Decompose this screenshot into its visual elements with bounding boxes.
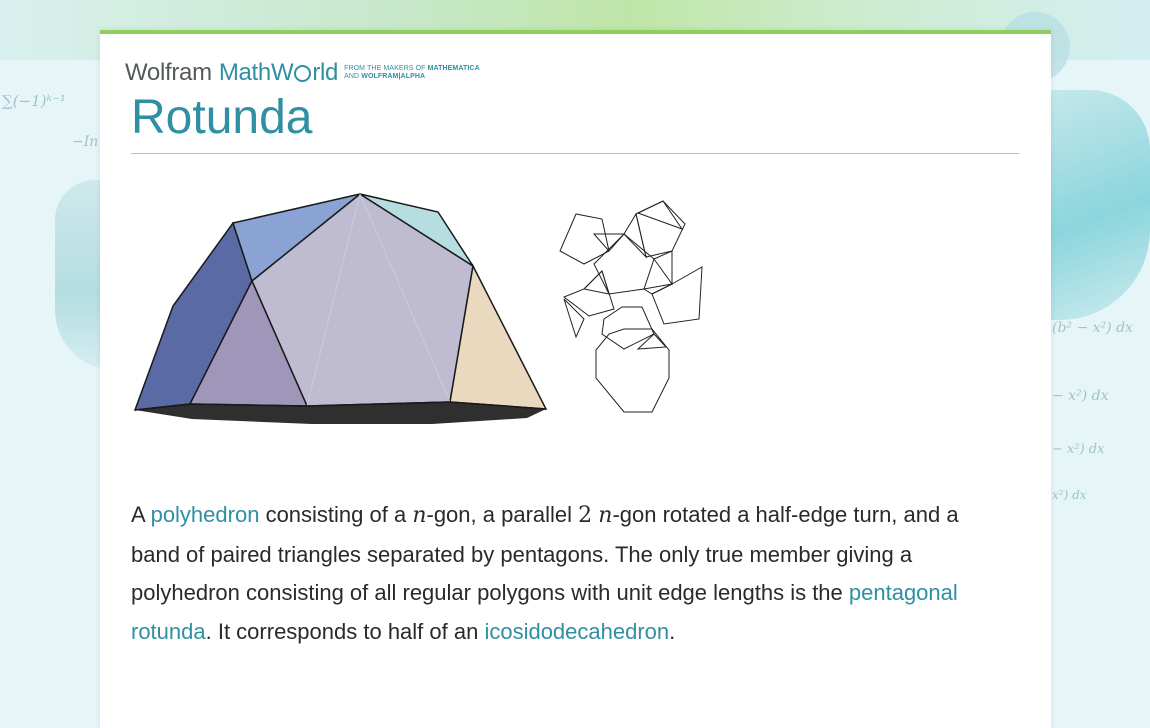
background-formula-integral-4: x²) dx [1052,488,1087,502]
net-pentagon-right [652,267,702,324]
net-triangle-5 [584,271,609,294]
site-logo[interactable] [125,58,480,88]
rotunda-net-illustration [554,179,714,419]
page-title: Rotunda [131,91,313,144]
tagline-line2-prefix: AND [344,73,362,80]
link-polyhedron[interactable]: polyhedron [150,502,260,527]
net-triangle-3 [654,251,672,284]
link-icosidodecahedron[interactable]: icosidodecahedron [484,618,670,644]
logo-mathworld-prefix: MathW [218,59,294,86]
content-card [100,30,1051,728]
background-formula-integral-3: − x²) dx [1052,442,1105,457]
text-run: -gon rotated a half-edge turn, and a band of paired triangles separated by pentagons. The only true member giving a polyhedron consisting of all regular polygons with unit edge lengths is the [131,502,959,605]
net-center-pentagon [594,234,654,294]
text-run: A [131,502,151,527]
link-pentagonal-rotunda[interactable]: pentagonal rotunda [131,580,958,644]
background-decoration-right [1040,90,1150,320]
background-formula-integral-1: (b² − x²) dx [1052,320,1133,336]
tagline-mathematica: MATHEMATICA [427,65,480,72]
text-run: -gon, a parallel [426,502,579,527]
math-two: 2 [578,503,593,528]
net-decagon-base [596,329,669,412]
globe-icon [294,65,311,82]
logo-wolfram-text: Wolfram [125,59,212,86]
definition-paragraph [131,496,1011,651]
logo-mathworld-text [219,59,338,87]
rotunda-solid-illustration [132,184,557,434]
text-run: . It corresponds to half of an [205,618,485,644]
math-n: n [412,503,427,528]
text-run: . [669,618,676,644]
text-run: consisting of a [259,502,413,527]
math-n: n [598,503,613,528]
net-pentagon-upper-right [636,201,685,257]
net-triangle-7 [638,201,682,229]
net-triangle-4 [644,284,672,294]
net-pentagon-lower [602,307,654,349]
logo-tagline [344,65,480,81]
net-triangle-2 [624,214,646,257]
background-formula-sum: ∑(−1)ᵏ⁻¹ [2,92,66,110]
tagline-line1-prefix: FROM THE MAKERS OF [344,65,428,72]
background-formula-fragment: −In [72,134,99,150]
background-formula-integral-2: − x²) dx [1052,388,1109,404]
title-divider [131,153,1019,154]
logo-mathworld-suffix: rld [312,59,339,86]
tagline-wolframalpha: WOLFRAM|ALPHA [361,73,426,80]
